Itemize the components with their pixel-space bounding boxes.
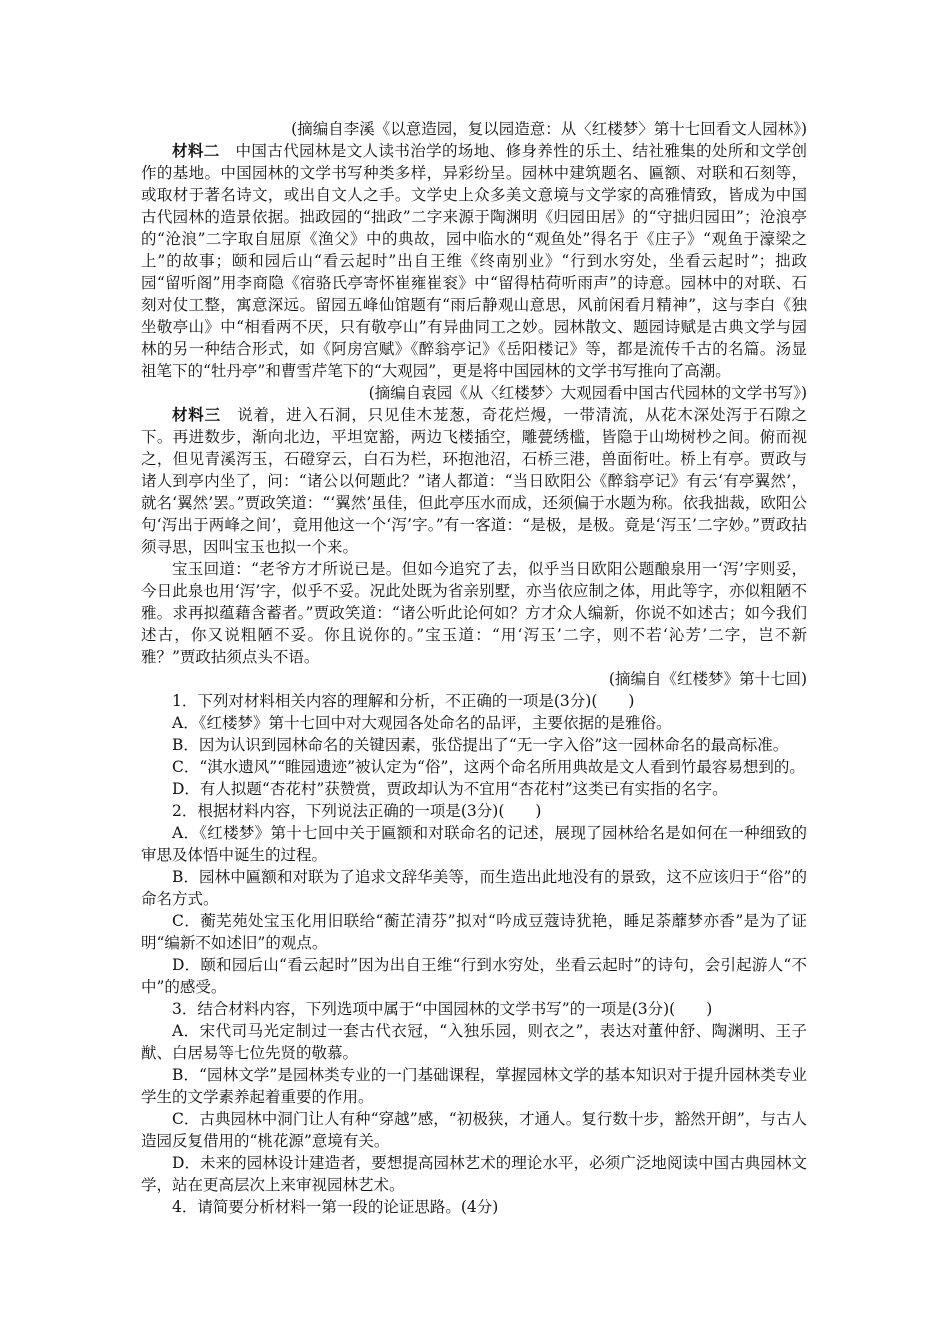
material-2-paragraph [141,140,807,382]
question-1-option-b: B．因为认识到园林命名的关键因素，张岱提出了“无一字入俗”这一园林命名的最高标准。 [172,736,789,754]
question-1-option-d: D．有人拟题“杏花村”获赞赏，贾政却认为不宜用“杏花村”这类已有实指的名字。 [172,780,728,798]
question-2-option-c: C．蘅芜苑处宝玉化用旧联给“蘅芷清芬”拟对“吟成豆蔻诗犹艳，睡足荼蘼梦亦香”是为了证明“编新不如述旧”的观点。 [141,912,807,952]
question-2-option-a: A．《红楼梦》第十七回中关于匾额和对联命名的记述，展现了园林给名是如何在一种细致的审思及体悟中诞生的过程。 [141,824,807,864]
material-3-paragraph [141,404,807,558]
source-citation-1: (摘编自李溪《以意造园，复以园造意：从〈红楼梦〉第十七回看文人园林》) [291,120,807,138]
material-3-paragraph-2: 宝玉回道：“老爷方才所说已是。但如今追究了去，似乎当日欧阳公题酿泉用一‘泻’字则妥，今日此泉也用‘泻’字，似乎不妥。况此处既为省亲别墅，亦当依应制之体，用此等字，亦似粗陋不雅。求再拟蕴藉含蓄者。”贾政笑道：“诸公听此论何如？方才众人编新，你说不如述古；如今我们述古，你又说粗陋不妥。你且说你的。”宝玉道：“用‘泻玉’二字，则不若‘沁芳’二字，岂不新雅？”贾政拈须点头不语。 [141,560,807,666]
material-2-text: 中国古代园林是文人读书治学的场地、修身养性的乐土、结社雅集的处所和文学创作的基地。中国园林的文学书写种类多样，异彩纷呈。园林中建筑题名、匾额、对联和石刻等，或取材于著名诗文，或出自文人之手。文学史上众多美文意境与文学家的高雅情致，皆成为中国古代园林的造景依据。拙政园的“拙政”二字来源于陶渊明《归园田居》的“守拙归园田”；沧浪亭的“沧浪”二字取自屈原《渔父》中的典故，园中临水的“观鱼处”得名于《庄子》“观鱼于濠梁之上”的故事；颐和园后山“看云起时”出自王维《终南别业》“行到水穷处，坐看云起时”；拙政园“留听阁”用李商隐《宿骆氏亭寄怀崔雍崔衮》中“留得枯荷听雨声”的诗意。园林中的对联、石刻对仗工整，寓意深远。留园五峰仙馆题有“雨后静观山意思，风前闲看月精神”，这与李白《独坐敬亭山》中“相看两不厌，只有敬亭山”有异曲同工之妙。园林散文、题园诗赋是古典文学与园林的另一种结合形式，如《阿房宫赋》《醉翁亭记》《岳阳楼记》等，都是流传千古的名篇。汤显祖笔下的“牡丹亭”和曹雪芹笔下的“大观园”，更是将中国园林的文学书写推向了高潮。 [141,142,807,380]
question-1-option-c: C．“淇水遗风”“睢园遗迹”被认定为“俗”，这两个命名所用典故是文人看到竹最容易想到的。 [172,758,805,776]
question-3-stem: 3．结合材料内容，下列选项中属于“中国园林的文学书写”的一项是(3分)( ) [172,1000,713,1018]
question-4-stem: 4．请简要分析材料一第一段的论证思路。(4分) [172,1198,499,1216]
question-3-option-b: B．“园林文学”是园林类专业的一门基础课程，掌握园林文学的基本知识对于提升园林类专业学生的文学素养起着重要的作用。 [141,1066,807,1106]
question-1-stem: 1．下列对材料相关内容的理解和分析，不正确的一项是(3分)( ) [172,692,635,710]
source-citation-3: (摘编自《红楼梦》第十七回) [608,670,807,688]
question-1-option-a: A．《红楼梦》第十七回中对大观园各处命名的品评，主要依据的是雅俗。 [172,714,672,732]
material-3-label: 材料三 [172,405,221,424]
question-2-option-d: D．颐和园后山“看云起时”因为出自王维“行到水穷处，坐看云起时”的诗句，会引起游人“不中”的感受。 [141,956,807,996]
document-page [141,118,807,1218]
question-2-option-b: B．园林中匾额和对联为了追求文辞华美等，而生造出此地没有的景致，这不应该归于“俗”的命名方式。 [141,868,807,908]
material-3-text: 说着，进入石洞，只见佳木茏葱，奇花烂熳，一带清流，从花木深处泻于石隙之下。再进数步，渐向北边，平坦宽豁，两边飞楼插空，雕甍绣槛，皆隐于山坳树杪之间。俯而视之，但见青溪泻玉，石磴穿云，白石为栏，环抱池沼，石桥三港，兽面衔吐。桥上有亭。贾政与诸人到亭内坐了，问：“诸公以何题此？”诸人都道：“当日欧阳公《醉翁亭记》有云‘有亭翼然’，就名‘翼然’罢。”贾政笑道：“‘翼然’虽佳，但此亭压水而成，还须偏于水题为称。依我拙裁，欧阳公句‘泻出于两峰之间’，竟用他这一个‘泻’字。”有一客道：“是极，是极。竟是‘泻玉’二字妙。”贾政拈须寻思，因叫宝玉也拟一个来。 [141,406,807,556]
question-3-option-a: A．宋代司马光定制过一套古代衣冠，“入独乐园，则衣之”，表达对董仲舒、陶渊明、王子猷、白居易等七位先贤的敬慕。 [141,1022,807,1062]
source-citation-2: (摘编自袁园《从〈红楼梦〉大观园看中国古代园林的文学书写》) [368,384,807,402]
question-3-option-d: D．未来的园林设计建造者，要想提高园林艺术的理论水平，必须广泛地阅读中国古典园林文学，站在更高层次上来审视园林艺术。 [141,1154,807,1194]
material-2-label: 材料二 [172,141,220,160]
question-3-option-c: C．古典园林中洞门让人有种“穿越”感，“初极狭，才通人。复行数十步，豁然开朗”，与古人造园反复借用的“桃花源”意境有关。 [141,1110,807,1150]
question-2-stem: 2．根据材料内容，下列说法正确的一项是(3分)( ) [172,802,542,820]
